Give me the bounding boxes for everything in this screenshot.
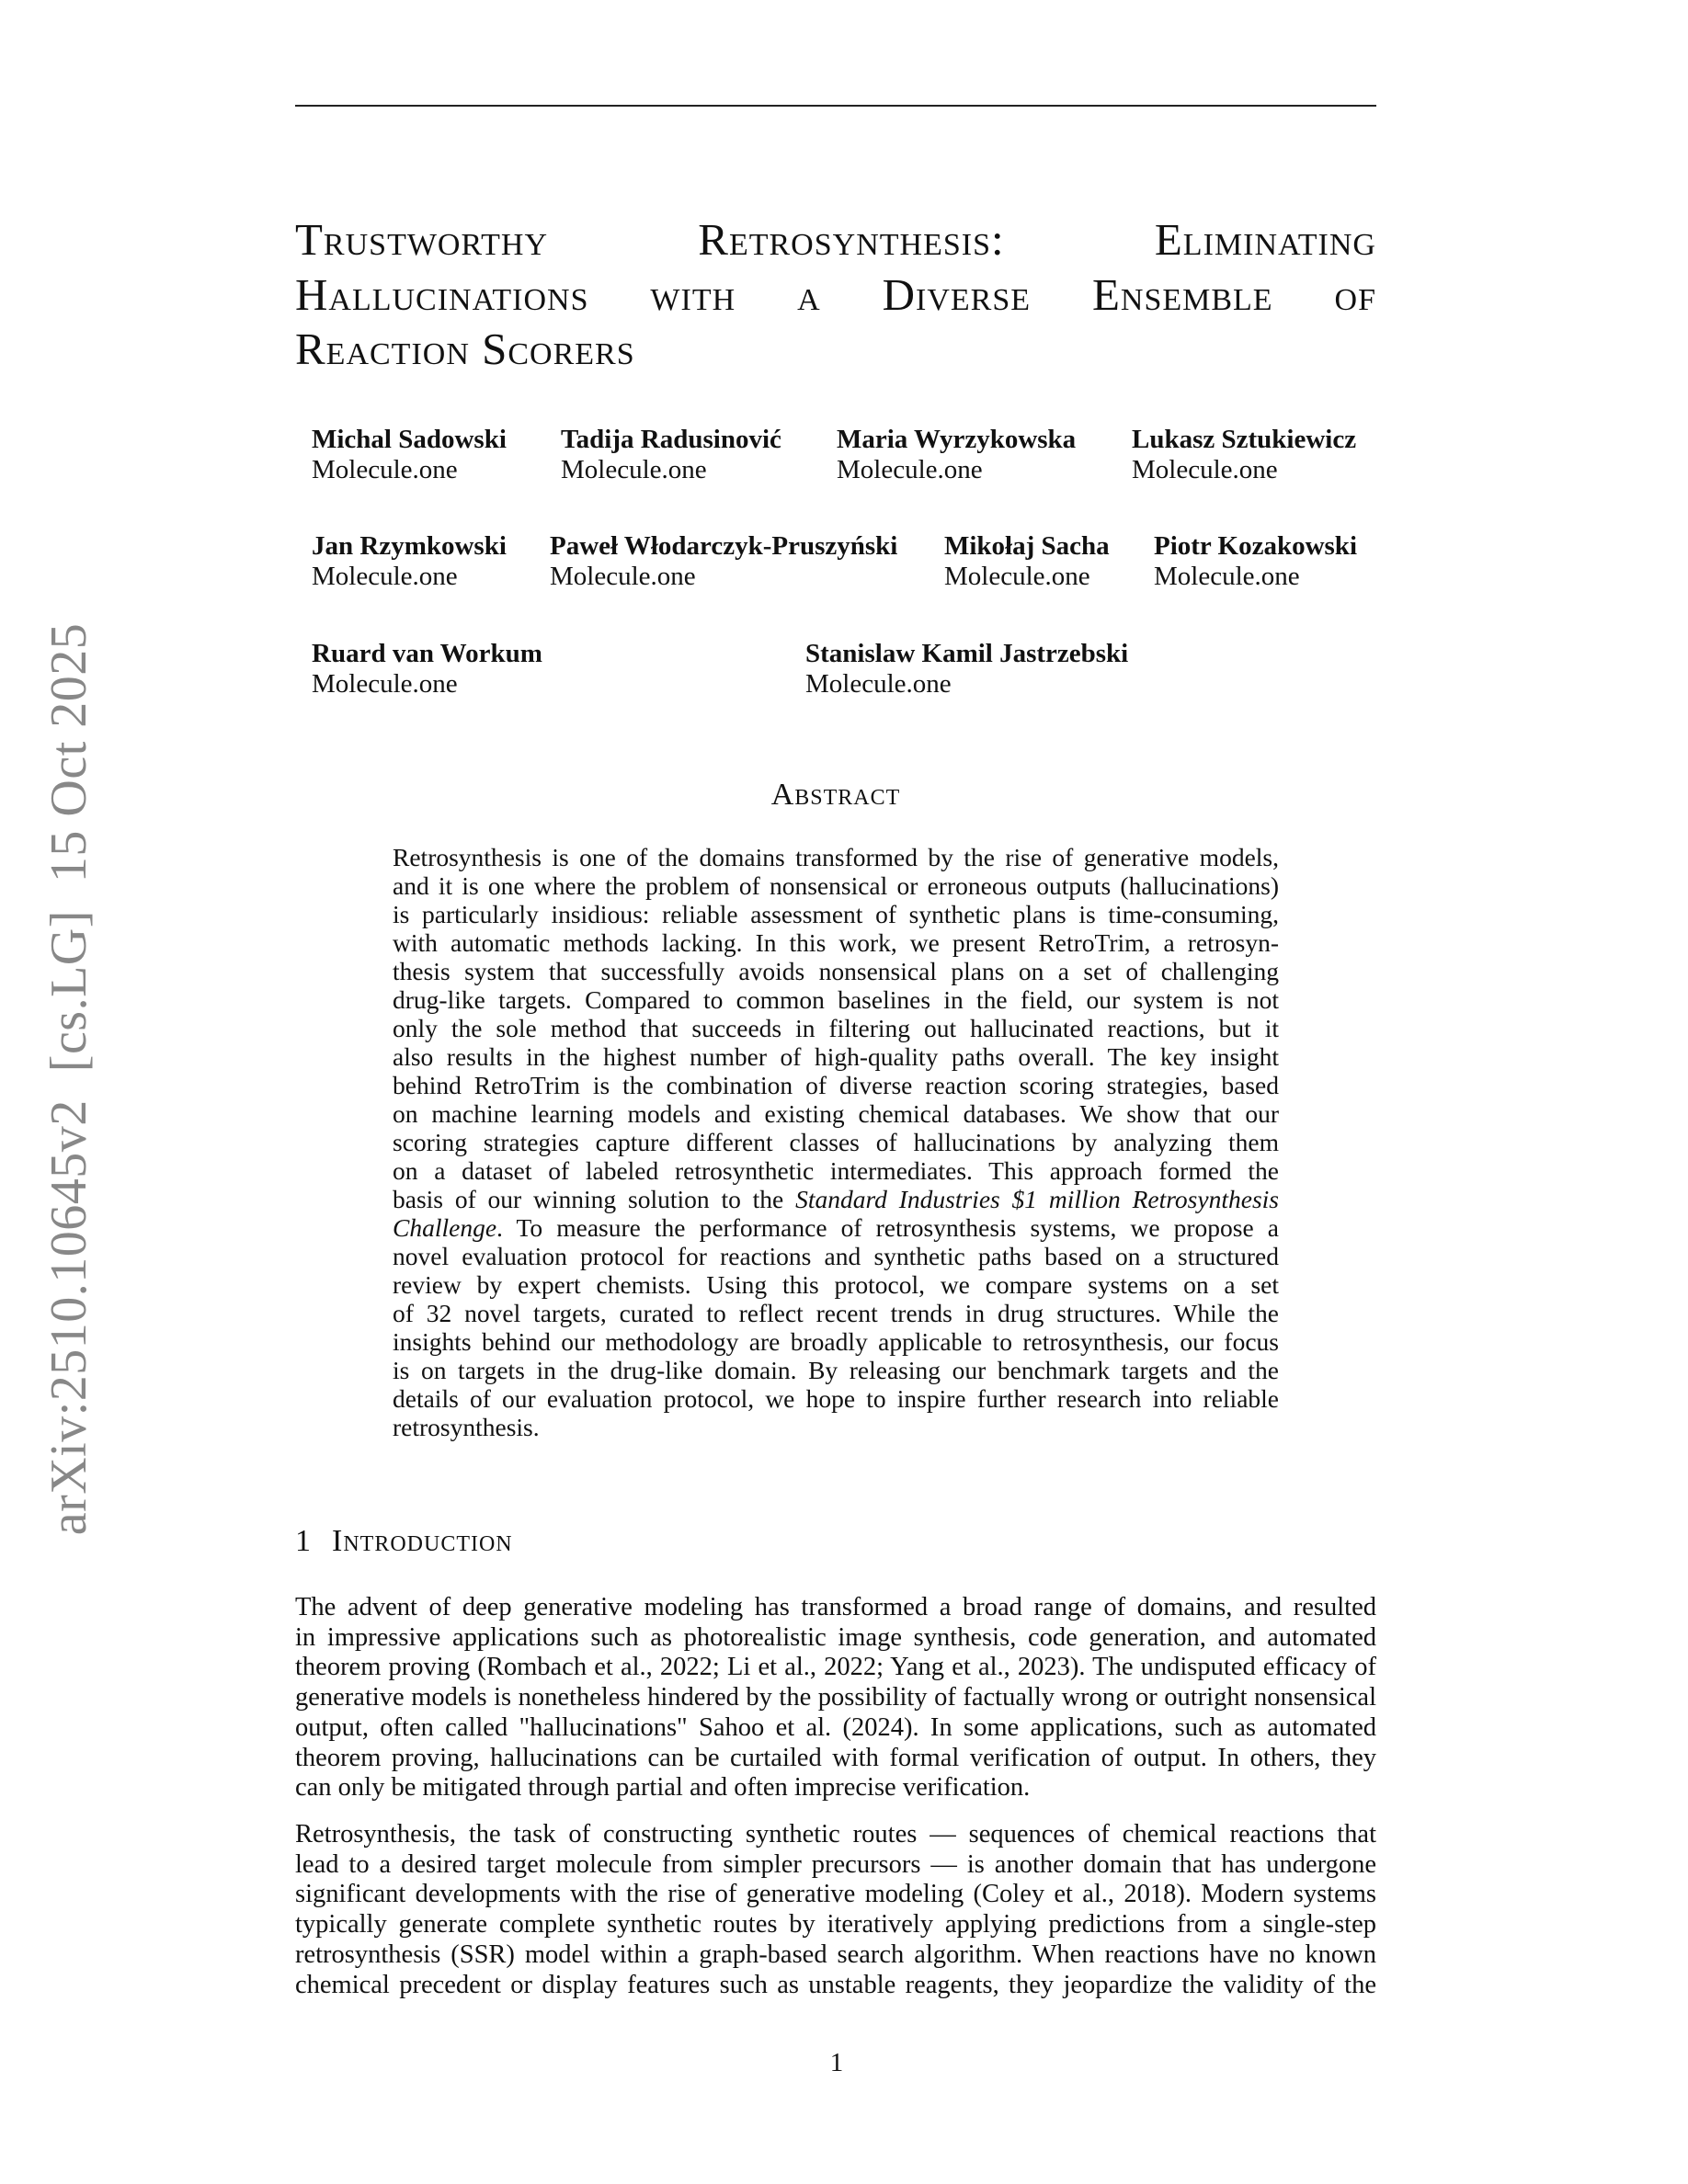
author-affiliation: Molecule.one [1154, 562, 1300, 591]
abstract-line [393, 1384, 1279, 1413]
title-line: Hallucinations with a Diverse Ensemble of [295, 268, 1376, 320]
author-affiliation: Molecule.one [312, 562, 458, 591]
author [944, 531, 1110, 592]
author-name: Maria Wyrzykowska [837, 425, 1077, 454]
intro-paragraph [295, 1820, 1376, 2000]
abstract-line [393, 1014, 1279, 1042]
author-name: Lukasz Sztukiewicz [1132, 425, 1357, 454]
text: retrosynthesis. [393, 1413, 540, 1441]
paragraph-line: theorem proving, hallucinations can be curtailed with formal verification of output. In others, they [295, 1743, 1376, 1772]
text: novel evaluation protocol for reactions and synthetic paths based on a structured [393, 1242, 1279, 1270]
paragraph-line: output, often called "hallucinations" Sahoo et al. (2024). In some applications, such as automated [295, 1712, 1376, 1742]
text: is on targets in the drug-like domain. By releasing our benchmark targets and the [393, 1356, 1279, 1384]
section-title: Introduction [332, 1524, 513, 1558]
text: basis of our winning solution to the [393, 1185, 796, 1213]
text: . To measure the performance of retrosynthesis systems, we propose a [496, 1213, 1279, 1242]
text: also results in the highest number of high-quality paths overall. The key insight [393, 1042, 1279, 1071]
author [1132, 425, 1356, 485]
arxiv-category: [cs.LG] [40, 910, 97, 1073]
italic-text: Challenge [393, 1213, 497, 1242]
abstract-line [393, 1327, 1279, 1356]
author-affiliation: Molecule.one [550, 562, 696, 591]
abstract-line [393, 1156, 1279, 1185]
author-affiliation: Molecule.one [805, 669, 952, 699]
abstract-line [393, 985, 1279, 1014]
text: drug-like targets. Compared to common baselines in the field, our system is not [393, 985, 1279, 1014]
text: only the sole method that succeeds in filtering out hallucinated reactions, but it [393, 1014, 1279, 1042]
abstract-line [393, 1270, 1279, 1299]
author [837, 425, 1076, 485]
author-affiliation: Molecule.one [561, 455, 707, 484]
author [312, 531, 507, 592]
text: behind RetroTrim is the combination of diverse reaction scoring strategies, based [393, 1071, 1279, 1099]
abstract-line [393, 1413, 1279, 1441]
author-affiliation: Molecule.one [312, 669, 458, 699]
author-name: Michal Sadowski [312, 425, 507, 454]
title-line: Reaction Scorers [295, 324, 635, 374]
abstract-line [393, 843, 1279, 871]
author-name: Mikołaj Sacha [944, 531, 1110, 561]
arxiv-date: 15 Oct 2025 [40, 622, 97, 883]
paragraph-line: typically generate complete synthetic routes by iteratively applying predictions from a single-step [295, 1910, 1376, 1939]
text: details of our evaluation protocol, we hope to inspire further research into reliable [393, 1384, 1279, 1413]
paragraph-line: significant developments with the rise of generative modeling (Coley et al., 2018). Modern systems [295, 1880, 1376, 1909]
author-name: Jan Rzymkowski [312, 531, 507, 561]
paragraph-line: chemical precedent or display features such as unstable reagents, they jeopardize the validity of the [295, 1970, 1376, 1999]
text: and it is one where the problem of nonsensical or erroneous outputs (hallucinations) [393, 871, 1279, 900]
abstract-body [393, 843, 1279, 1441]
paragraph-line: generative models is nonetheless hindered by the possibility of factually wrong or outright nonsensical [295, 1683, 1376, 1712]
title-line: Trustworthy Retrosynthesis: Eliminating [295, 214, 1376, 265]
author-name: Paweł Włodarczyk-Pruszyński [550, 531, 898, 561]
abstract-line [393, 1356, 1279, 1384]
abstract-line [393, 1185, 1279, 1213]
author [1154, 531, 1357, 592]
abstract-line [393, 900, 1279, 928]
italic-text: Standard Industries $1 million Retrosynthesis [795, 1185, 1279, 1213]
text: is particularly insidious: reliable assessment of synthetic plans is time-consuming, [393, 900, 1279, 928]
author [805, 639, 1128, 700]
abstract-line [393, 1128, 1279, 1156]
arxiv-sidebar-stamp [40, 623, 98, 1536]
author-affiliation: Molecule.one [837, 455, 983, 484]
text: Retrosynthesis is one of the domains transformed by the rise of generative models, [393, 843, 1279, 871]
abstract-line [393, 1299, 1279, 1327]
section-number: 1 [295, 1524, 312, 1558]
paragraph-line: lead to a desired target molecule from simpler precursors — is another domain that has undergone [295, 1849, 1376, 1879]
paragraph-line: The advent of deep generative modeling has transformed a broad range of domains, and resulted [295, 1593, 1376, 1621]
text: insights behind our methodology are broadly applicable to retrosynthesis, our focus [393, 1327, 1279, 1356]
author [561, 425, 781, 485]
text: thesis system that successfully avoids nonsensical plans on a set of challenging [393, 957, 1279, 985]
paragraph-line: in impressive applications such as photorealistic image synthesis, code generation, and automated [295, 1622, 1376, 1652]
paper-title [295, 212, 1376, 377]
text: of 32 novel targets, curated to reflect recent trends in drug structures. While the [393, 1299, 1279, 1327]
text: on a dataset of labeled retrosynthetic intermediates. This approach formed the [393, 1156, 1279, 1185]
abstract-line [393, 957, 1279, 985]
author-name: Tadija Radusinović [561, 425, 781, 454]
author-name: Stanislaw Kamil Jastrzebski [805, 639, 1129, 668]
text: on machine learning models and existing chemical databases. We show that our [393, 1099, 1279, 1128]
top-rule [295, 105, 1376, 107]
text: with automatic methods lacking. In this work, we present RetroTrim, a retrosyn- [393, 928, 1279, 957]
author [312, 425, 507, 485]
author-name: Ruard van Workum [312, 639, 542, 668]
author-affiliation: Molecule.one [944, 562, 1090, 591]
abstract-heading: Abstract [770, 778, 901, 812]
author-affiliation: Molecule.one [312, 455, 458, 484]
section-heading [295, 1524, 513, 1559]
abstract-line [393, 1242, 1279, 1270]
author [312, 639, 542, 700]
page-number: 1 [829, 2048, 844, 2077]
author-name: Piotr Kozakowski [1154, 531, 1357, 561]
author [550, 531, 897, 592]
text: review by expert chemists. Using this protocol, we compare systems on a set [393, 1270, 1279, 1299]
author-affiliation: Molecule.one [1132, 455, 1278, 484]
intro-paragraph [295, 1593, 1376, 1803]
abstract-line [393, 1071, 1279, 1099]
paragraph-line: theorem proving (Rombach et al., 2022; Li et al., 2022; Yang et al., 2023). The undisputed efficacy of [295, 1653, 1376, 1682]
abstract-line [393, 1099, 1279, 1128]
paragraph-line: retrosynthesis (SSR) model within a graph-based search algorithm. When reactions have no known [295, 1939, 1376, 1969]
abstract-line [393, 1213, 1279, 1242]
abstract-line [393, 928, 1279, 957]
paragraph-line: can only be mitigated through partial and often imprecise verification. [295, 1773, 1031, 1803]
paragraph-line: Retrosynthesis, the task of constructing synthetic routes — sequences of chemical reactions that [295, 1820, 1376, 1848]
abstract-line [393, 1042, 1279, 1071]
abstract-line [393, 871, 1279, 900]
text: scoring strategies capture different classes of hallucinations by analyzing them [393, 1128, 1279, 1156]
arxiv-id: arXiv:2510.10645v2 [40, 1099, 97, 1536]
